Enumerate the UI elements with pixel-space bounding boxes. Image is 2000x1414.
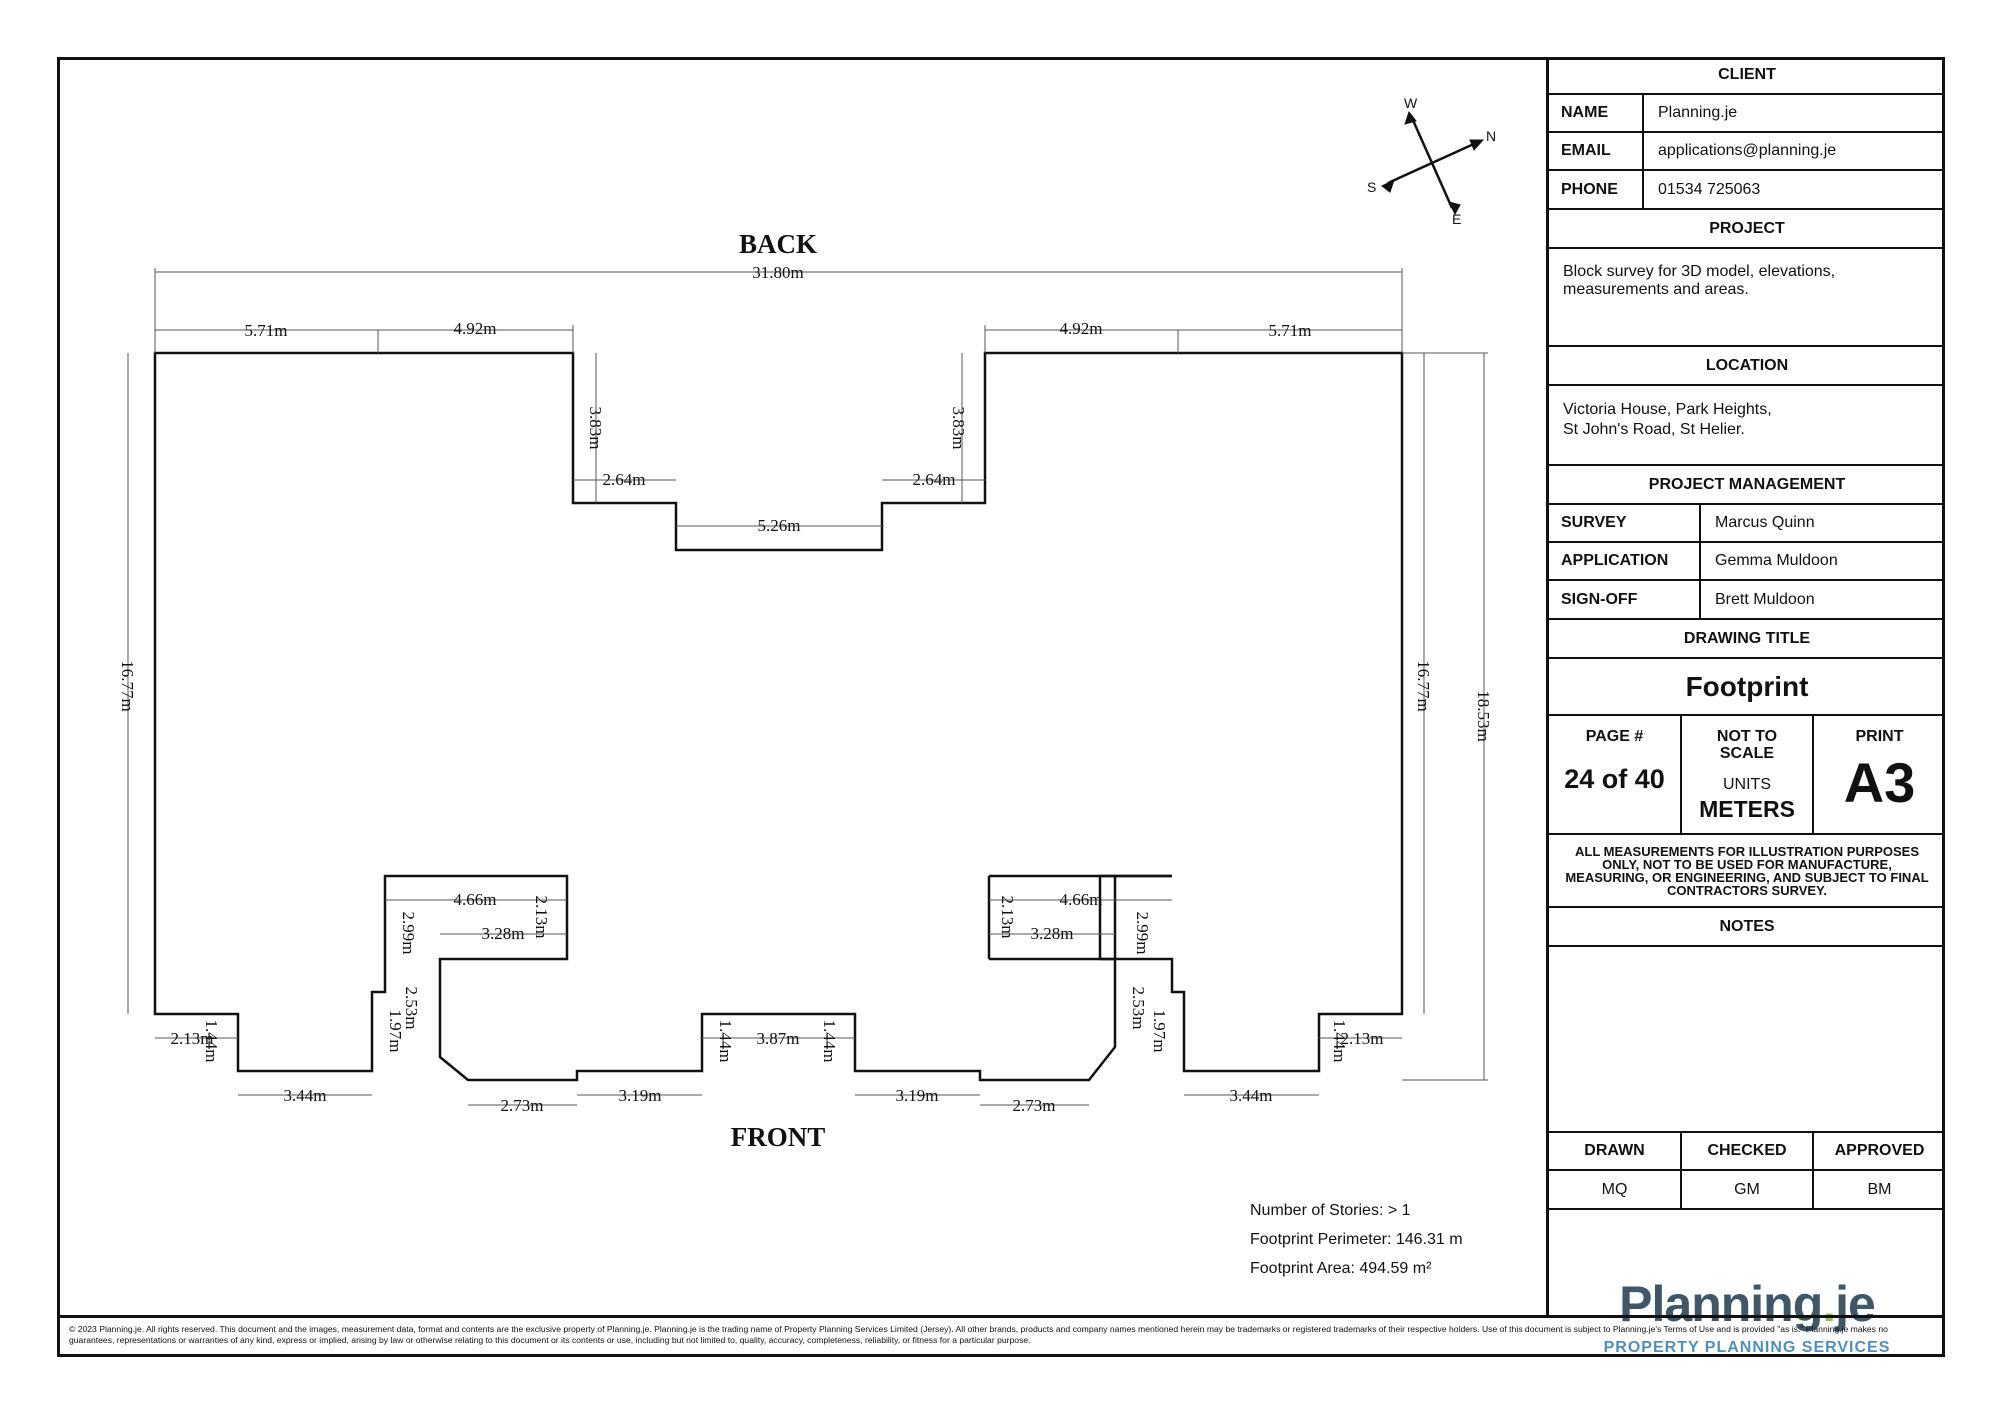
checked-label: CHECKED	[1682, 1133, 1814, 1169]
units-label: UNITS	[1723, 776, 1771, 793]
dim-front-right-a: 3.44m	[1229, 1086, 1273, 1105]
client-email-value: applications@planning.je	[1658, 142, 1837, 159]
dim-notch-center: 5.26m	[757, 516, 801, 535]
drawn-label: DRAWN	[1549, 1133, 1682, 1169]
dim-corner-left: 2.13m	[170, 1029, 214, 1048]
dimension-lines	[128, 268, 1488, 1105]
pm-application-key: APPLICATION	[1549, 543, 1701, 579]
dim-wing-left-depth: 2.13m	[532, 895, 551, 939]
dim-overall-width: 31.80m	[752, 263, 804, 282]
floor-plan-area	[57, 57, 1546, 1315]
dim-center-step-left: 1.44m	[716, 1019, 735, 1063]
page-info-row	[1549, 716, 1945, 835]
dim-wing-right-inner: 3.28m	[1030, 924, 1074, 943]
pm-survey-value: Marcus Quinn	[1715, 514, 1815, 531]
approval-labels-row	[1549, 1133, 1945, 1171]
units-value: METERS	[1699, 796, 1795, 822]
dim-left-height: 16.77m	[118, 660, 137, 712]
dim-wing-left-low: 1.97m	[386, 1009, 405, 1053]
checked-value: GM	[1682, 1171, 1814, 1208]
dim-front-left-c: 3.19m	[618, 1086, 662, 1105]
page-cell	[1549, 716, 1682, 833]
scale-label-2: SCALE	[1719, 745, 1775, 762]
page-label: PAGE #	[1585, 728, 1644, 745]
client-phone-row	[1549, 171, 1945, 210]
dim-wing-right-width: 4.66m	[1059, 890, 1103, 909]
dim-wing-left-inner: 3.28m	[481, 924, 525, 943]
perimeter-text: Footprint Perimeter: 146.31 m	[1250, 1231, 1463, 1248]
compass-e-label: E	[1452, 211, 1462, 227]
pm-application-row	[1549, 543, 1945, 581]
dim-corner-left-v: 1.44m	[202, 1019, 221, 1063]
dim-right-height: 16.77m	[1414, 660, 1433, 712]
scale-label-1: NOT TO	[1716, 728, 1778, 745]
location-line-2: St John's Road, St Helier.	[1563, 421, 1745, 438]
dim-front-right-b: 2.73m	[1012, 1096, 1056, 1115]
client-email-key: EMAIL	[1549, 133, 1644, 169]
back-label: BACK	[738, 229, 818, 259]
pm-application-value: Gemma Muldoon	[1715, 552, 1838, 569]
drawn-value: MQ	[1549, 1171, 1682, 1208]
dim-notch-left-step: 2.64m	[602, 470, 646, 489]
footprint-outline	[155, 353, 1402, 1080]
pm-signoff-row	[1549, 581, 1945, 620]
dim-notch-right-depth: 3.83m	[949, 406, 968, 450]
area-text: Footprint Area: 494.59 m²	[1250, 1260, 1432, 1277]
compass-s-label: S	[1367, 179, 1377, 195]
dim-front-left-b: 2.73m	[500, 1096, 544, 1115]
client-name-key: NAME	[1549, 95, 1644, 131]
dim-center-width: 3.87m	[756, 1029, 800, 1048]
dim-corner-right-v: 1.44m	[1330, 1019, 1349, 1063]
client-heading: CLIENT	[1549, 57, 1945, 95]
approved-value: BM	[1867, 1180, 1892, 1198]
approved-label: APPROVED	[1834, 1142, 1925, 1159]
dim-wing-right-low: 1.97m	[1150, 1009, 1169, 1053]
logo-text-main: Planning	[1619, 1276, 1823, 1332]
dim-center-step-right: 1.44m	[820, 1019, 839, 1063]
client-name-value: Planning.je	[1658, 104, 1738, 121]
footprint-stats	[1250, 1196, 1463, 1283]
location-text	[1549, 386, 1945, 466]
drawing-title: Footprint	[1549, 659, 1945, 716]
copyright-footer: © 2023 Planning.je. All rights reserved. This document and the images, measurement data, format and contents are the exclusive property of Planning.je. Planning.je is the trading name of Property Planning Services Limited (Jersey). All other brands, products and company names mentioned herein may be trademarks or registered trademarks of their respective holders. Use of this document is subject to Planning.je's Terms of Use and is provided "as is." Planning.je makes no guarantees, representations or warranties of any kind, express or implied, arising by law or otherwise relating to this document or its contents or use, including but not limited to, quality, accuracy, completeness, reliability, or fitness for a particular purpose.	[57, 1315, 1945, 1357]
dim-wing-right-depth: 2.13m	[998, 895, 1017, 939]
project-text: Block survey for 3D model, elevations, measurements and areas.	[1549, 249, 1945, 347]
print-value: A3	[1843, 751, 1916, 814]
pm-heading: PROJECT MANAGEMENT	[1549, 466, 1945, 505]
location-line-1: Victoria House, Park Heights,	[1563, 401, 1772, 418]
print-label: PRINT	[1855, 728, 1904, 745]
drawing-title-heading: DRAWING TITLE	[1549, 620, 1945, 659]
location-heading: LOCATION	[1549, 347, 1945, 386]
compass-icon	[1382, 112, 1483, 214]
compass-w-label: W	[1404, 95, 1418, 111]
disclaimer: ALL MEASUREMENTS FOR ILLUSTRATION PURPOSES ONLY, NOT TO BE USED FOR MANUFACTURE, MEASURING, OR ENGINEERING, AND SUBJECT TO FINAL CONTRACTORS SURVEY.	[1549, 835, 1945, 908]
dim-notch-right-step: 2.64m	[912, 470, 956, 489]
company-tagline: PROPERTY PLANNING SERVICES	[1603, 1339, 1891, 1356]
compass-n-label: N	[1486, 128, 1497, 144]
client-email-row	[1549, 133, 1945, 171]
dim-front-left-a: 3.44m	[283, 1086, 327, 1105]
dim-corner-right: 2.13m	[1340, 1029, 1384, 1048]
scale-label	[1682, 728, 1812, 762]
pm-survey-key: SURVEY	[1549, 505, 1701, 541]
page-value: 24 of 40	[1564, 764, 1665, 794]
pm-survey-row	[1549, 505, 1945, 543]
dim-wing-left-side: 2.99m	[399, 911, 418, 955]
logo-text-end: je	[1835, 1276, 1875, 1332]
print-cell	[1814, 716, 1945, 833]
notes-heading: NOTES	[1549, 908, 1945, 947]
title-block	[1546, 57, 1945, 1356]
pm-signoff-value: Brett Muldoon	[1715, 590, 1815, 608]
client-phone-key: PHONE	[1549, 171, 1644, 208]
logo-text-dot: .	[1822, 1276, 1836, 1332]
scale-cell	[1682, 716, 1814, 833]
dim-top-right-a: 5.71m	[1268, 321, 1312, 340]
dimension-labels	[118, 263, 1493, 1115]
dim-wing-left-width: 4.66m	[453, 890, 497, 909]
footprint-plan	[57, 57, 1546, 1315]
client-name-row	[1549, 95, 1945, 133]
dim-notch-left-depth: 3.83m	[586, 406, 605, 450]
pm-signoff-key: SIGN-OFF	[1549, 581, 1701, 618]
dim-wing-left-bay: 2.53m	[402, 986, 421, 1030]
approval-values-row	[1549, 1171, 1945, 1210]
client-phone-value: 01534 725063	[1658, 180, 1761, 198]
dim-top-right-b: 4.92m	[1059, 319, 1103, 338]
stories-text: Number of Stories: > 1	[1250, 1202, 1411, 1219]
dim-front-right-c: 3.19m	[895, 1086, 939, 1105]
dim-wing-right-side: 2.99m	[1133, 911, 1152, 955]
project-heading: PROJECT	[1549, 210, 1945, 249]
dim-right-overall-height: 18.53m	[1474, 690, 1493, 742]
front-label: FRONT	[730, 1122, 826, 1152]
notes-area	[1549, 947, 1945, 1133]
dim-wing-right-bay: 2.53m	[1129, 986, 1148, 1030]
dim-top-left-b: 4.92m	[453, 319, 497, 338]
dim-top-left-a: 5.71m	[244, 321, 288, 340]
